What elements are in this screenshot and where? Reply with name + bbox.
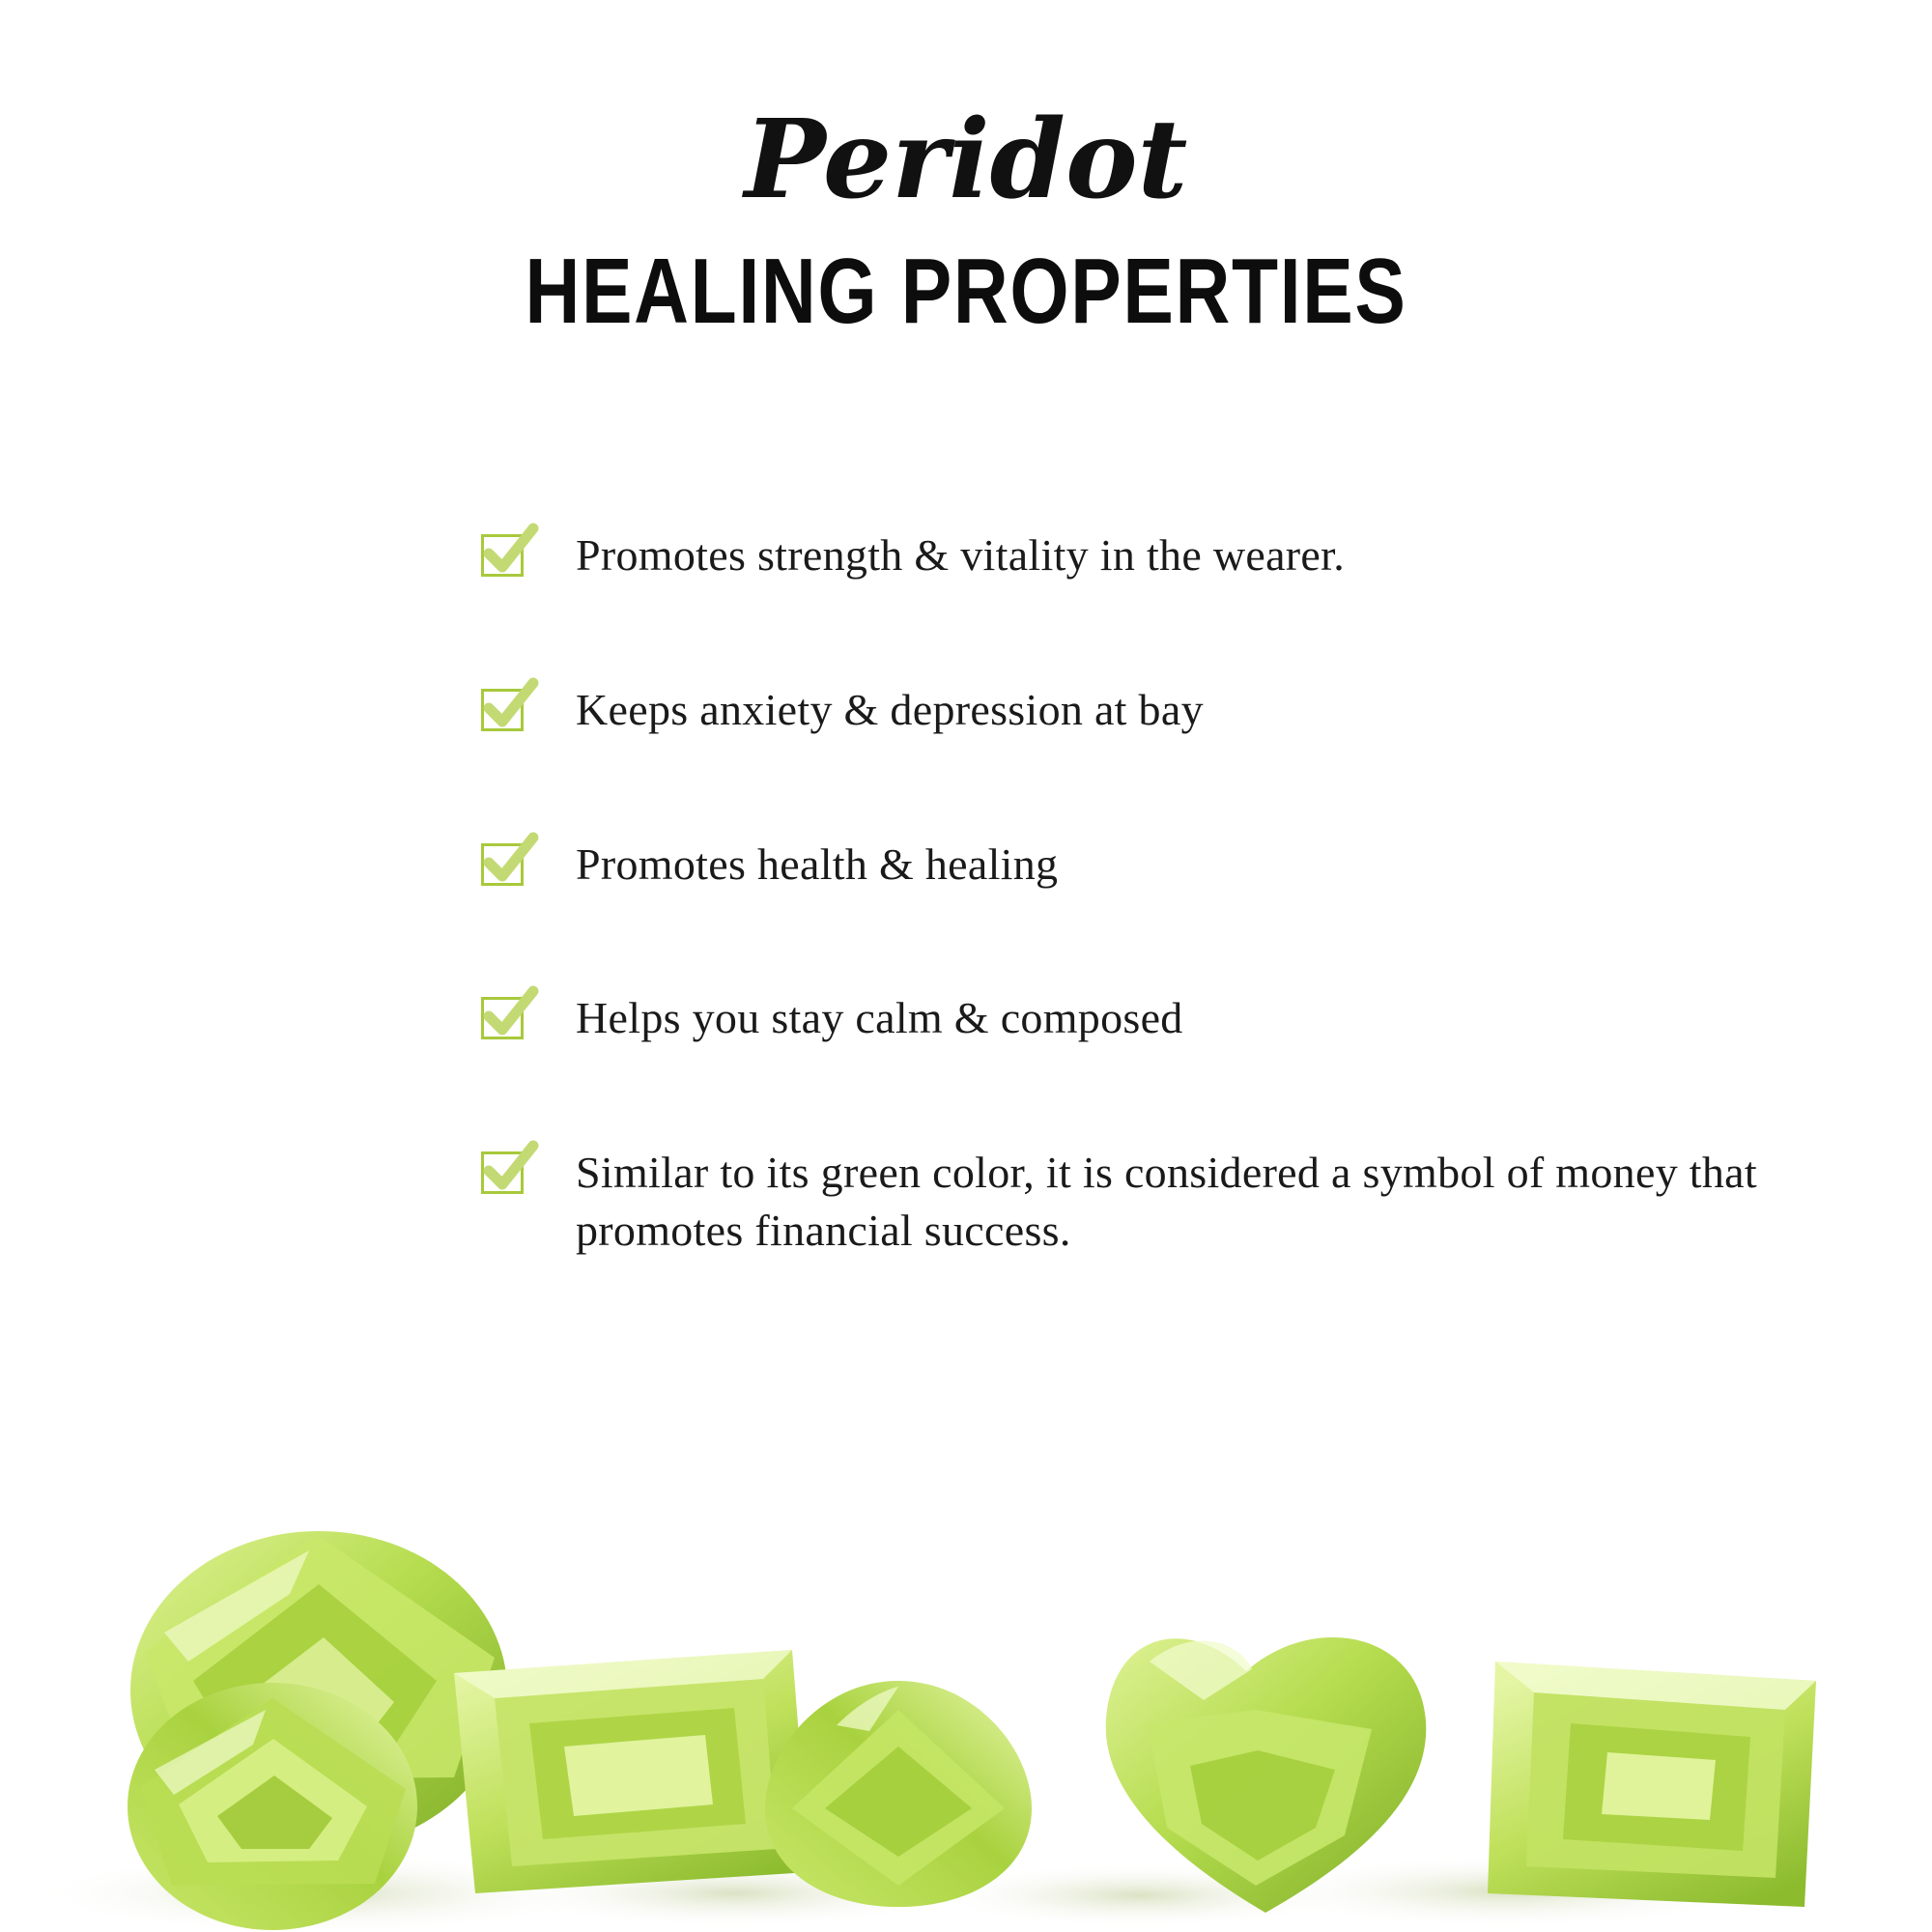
list-item-label: Helps you stay calm & composed	[576, 993, 1183, 1043]
list-item	[481, 681, 1814, 739]
list-item	[481, 1144, 1814, 1260]
peridot-gemstones-image	[0, 1391, 1932, 1932]
list-item-label: Keeps anxiety & depression at bay	[576, 684, 1204, 734]
healing-properties-list	[481, 526, 1814, 1260]
checkbox-checked-icon	[481, 689, 526, 733]
list-item-label: Similar to its green color, it is considered a symbol of money that promotes financial success.	[576, 1148, 1757, 1255]
page-title-script: Peridot	[744, 97, 1188, 223]
list-item-label: Promotes health & healing	[576, 838, 1059, 889]
list-item-label: Promotes strength & vitality in the wearer.	[576, 530, 1346, 580]
checkbox-checked-icon	[481, 534, 526, 579]
checkbox-checked-icon	[481, 997, 526, 1041]
checkbox-checked-icon	[481, 843, 526, 888]
page-title-main: HEALING PROPERTIES	[525, 240, 1407, 343]
list-item	[481, 836, 1814, 894]
list-item	[481, 989, 1814, 1047]
checkbox-checked-icon	[481, 1151, 526, 1196]
list-item	[481, 526, 1814, 584]
header	[0, 97, 1932, 343]
